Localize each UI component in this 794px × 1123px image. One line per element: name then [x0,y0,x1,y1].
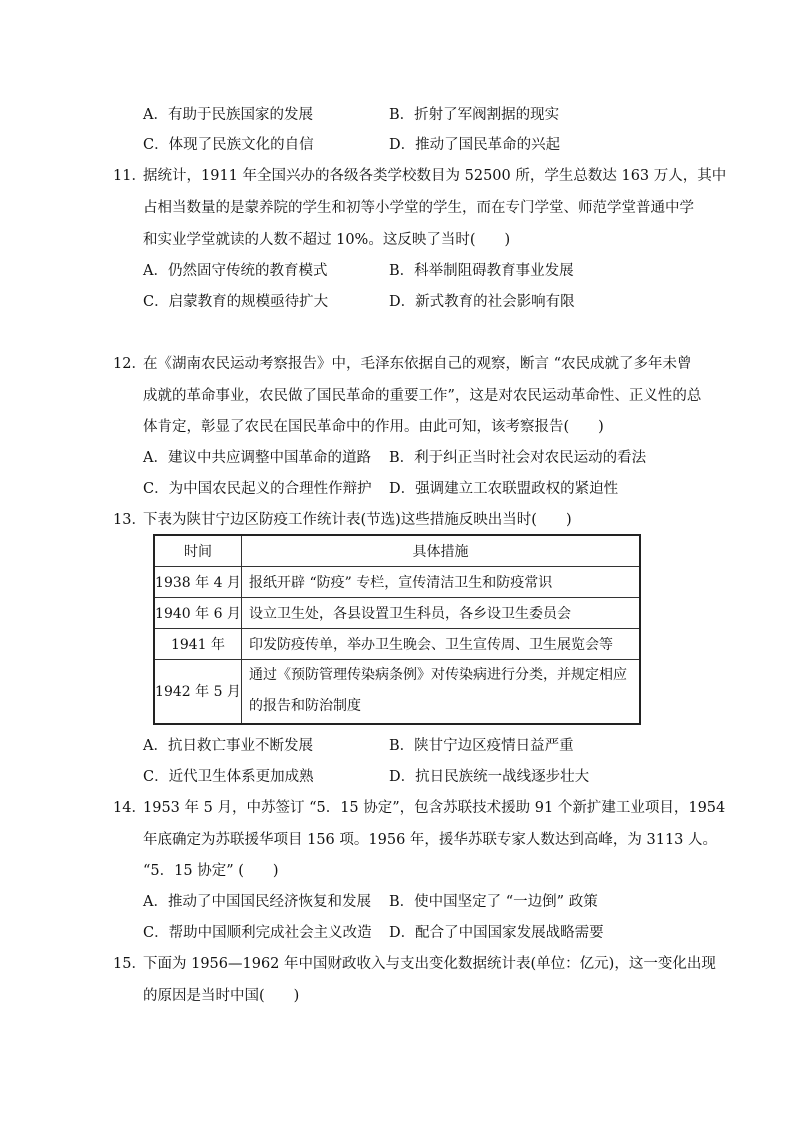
epidemic-prevention-table [153,534,641,725]
q14-option-c: C．帮助中国顺利完成社会主义改造 [143,925,372,941]
q13-number: 13． [113,512,146,528]
q11-number: 11． [113,168,146,184]
q12-number: 12． [113,356,146,372]
q12-option-b: B．利于纠正当时社会对农民运动的看法 [389,450,647,466]
q15-stem-line: 下面为 1956—1962 年中国财政收入与支出变化数据统计表(单位：亿元)，这一变化出现 [143,956,716,972]
table-cell-time: 1938 年 4 月 [154,567,242,598]
q10-option-c: C．体现了民族文化的自信 [143,137,314,153]
q12-option-c: C．为中国农民起义的合理性作辩护 [143,481,372,497]
q12-option-a: A．建议中共应调整中国革命的道路 [143,450,371,466]
q14-stem-line: 1953 年 5 月，中苏签订 “5．15 协定”，包含苏联技术援助 91 个新扩建工业项目，1954 [143,800,726,816]
table-header-measure: 具体措施 [242,535,641,567]
q14-number: 14． [113,800,146,816]
q14-option-a: A．推动了中国国民经济恢复和发展 [143,894,371,910]
table-cell-measure: 设立卫生处，各县设置卫生科员，各乡设卫生委员会 [242,598,641,629]
table-cell-measure: 印发防疫传单，举办卫生晚会、卫生宣传周、卫生展览会等 [242,629,641,660]
q15-stem-line: 的原因是当时中国( ) [143,988,300,1004]
q11-option-a: A．仍然固守传统的教育模式 [143,263,328,279]
table-header-row [154,535,640,567]
q10-option-b: B．折射了军阀割据的现实 [389,107,560,123]
table-cell-measure: 报纸开辟 “防疫” 专栏，宣传清洁卫生和防疫常识 [242,567,641,598]
q14-stem-line: 年底确定为苏联援华项目 156 项。1956 年，援华苏联专家人数达到高峰，为 3113 人。 [143,832,718,848]
q11-option-b: B．科举制阻碍教育事业发展 [389,263,574,279]
q11-option-d: D．新式教育的社会影响有限 [389,294,575,310]
q14-stem-line: “5．15 协定” ( ) [143,863,279,879]
table-cell-time: 1941 年 [154,629,242,660]
table-row [154,660,640,724]
q13-option-b: B．陕甘宁边区疫情日益严重 [389,738,574,754]
q11-stem-line: 据统计，1911 年全国兴办的各级各类学校数目为 52500 所，学生总数达 163 万人，其中 [143,168,727,184]
q10-option-d: D．推动了国民革命的兴起 [389,137,561,153]
table-row [154,629,640,660]
table-cell-measure: 通过《预防管理传染病条例》对传染病进行分类，并规定相应的报告和防治制度 [242,660,641,724]
q14-option-d: D．配合了中国国家发展战略需要 [389,925,604,941]
table-cell-time: 1942 年 5 月 [154,660,242,724]
q13-stem: 下表为陕甘宁边区防疫工作统计表(节选)这些措施反映出当时( ) [143,512,572,528]
q12-stem-line: 体肯定，彰显了农民在国民革命中的作用。由此可知，该考察报告( ) [143,419,604,435]
q11-stem-line: 占相当数量的是蒙养院的学生和初等小学堂的学生，而在专门学堂、师范学堂普通中学 [143,200,694,216]
q13-option-a: A．抗日救亡事业不断发展 [143,738,313,754]
q14-option-b: B．使中国坚定了 “一边倒” 政策 [389,894,598,910]
q12-stem-line: 在《湖南农民运动考察报告》中，毛泽东依据自己的观察，断言 “农民成就了多年未曾 [143,356,692,372]
q12-stem-line: 成就的革命事业，农民做了国民革命的重要工作”，这是对农民运动革命性、正义性的总 [143,388,702,404]
q13-option-c: C．近代卫生体系更加成熟 [143,769,314,785]
table-header-time: 时间 [154,535,242,567]
q15-number: 15． [113,956,146,972]
table-cell-time: 1940 年 6 月 [154,598,242,629]
q11-option-c: C．启蒙教育的规模亟待扩大 [143,294,329,310]
q11-stem-line: 和实业学堂就读的人数不超过 10%。这反映了当时( ) [143,232,511,248]
table-row [154,598,640,629]
q13-option-d: D．抗日民族统一战线逐步壮大 [389,769,590,785]
q12-option-d: D．强调建立工农联盟政权的紧迫性 [389,481,619,497]
table-row [154,567,640,598]
q10-option-a: A．有助于民族国家的发展 [143,107,313,123]
